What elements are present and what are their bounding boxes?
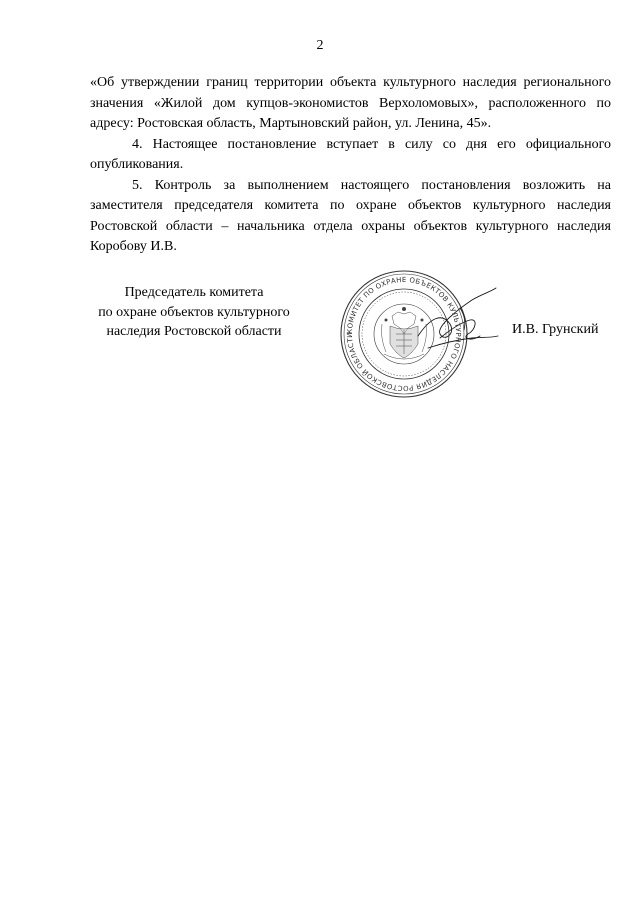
document-body <box>90 73 611 258</box>
signer-name: И.В. Грунский <box>512 322 599 337</box>
paragraph-continuation: «Об утверждении границ территории объекта культурного наследия регионального значения «Жилой дом купцов-экономистов Верхоломовых», расположенного по адресу: Ростовская область, Мартыновский район, ул. Ленина, 45». <box>90 75 611 131</box>
paragraph-item-5: 5. Контроль за выполнением настоящего постановления возложить на заместителя председателя комитета по охране объектов культурного наследия Ростовской области – начальника отдела охраны объектов культурного наследия Коробову И.В. <box>90 177 611 254</box>
handwritten-signature-icon <box>410 278 505 383</box>
paragraph-item-4: 4. Настоящее постановление вступает в силу со дня его официального опубликования. <box>90 136 611 172</box>
seal-ring-text: КОМИТЕТ ПО ОХРАНЕ ОБЪЕКТОВ КУЛЬТУРНОГО НАСЛЕДИЯ РОСТОВСКОЙ ОБЛАСТИ <box>345 275 463 393</box>
page-number: 2 <box>316 38 324 53</box>
signer-title-line-3: наследия Ростовской области <box>106 324 282 339</box>
signer-title <box>78 283 310 342</box>
signer-title-line-1: Председатель комитета <box>124 285 264 300</box>
signer-title-line-2: по охране объектов культурного <box>98 304 290 320</box>
